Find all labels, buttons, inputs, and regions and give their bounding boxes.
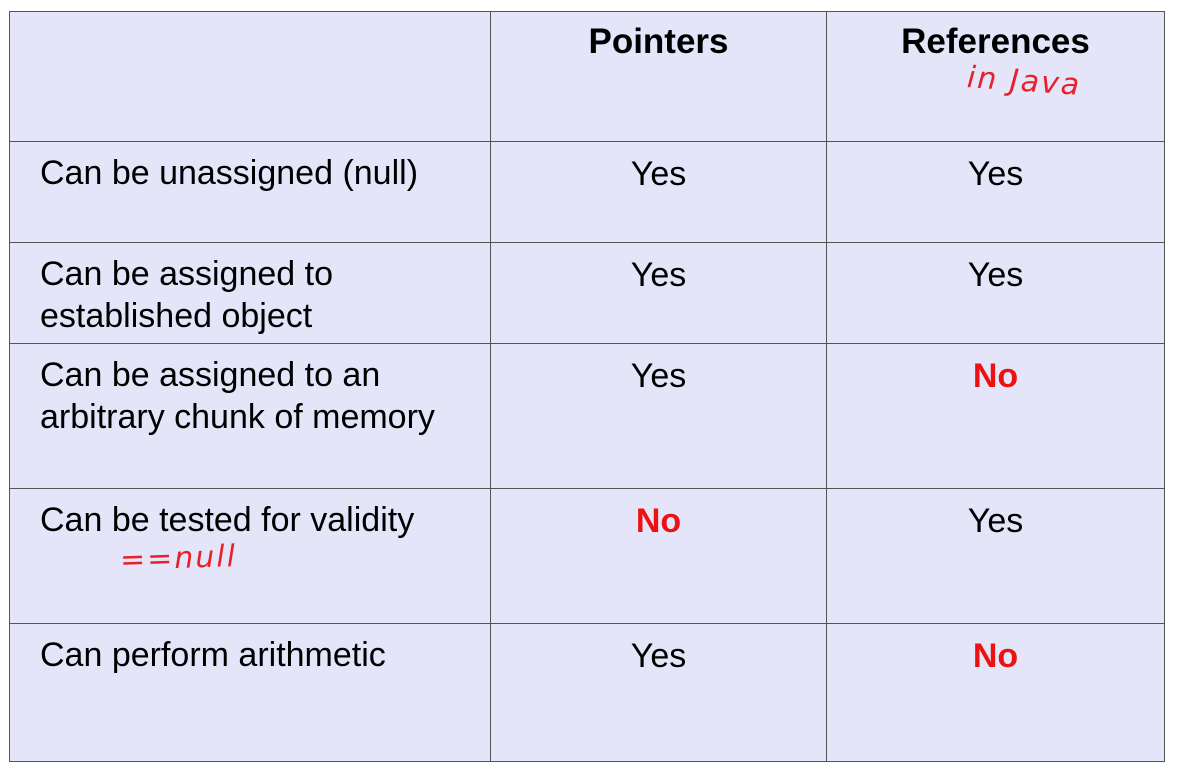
row-label: Can perform arithmetic (40, 636, 386, 674)
handwritten-annotation-null-check: ==null (119, 538, 238, 579)
pointers-value-cell (491, 142, 827, 243)
table-row (10, 624, 1165, 762)
header-pointers (491, 12, 827, 142)
pointers-value-negative: No (635, 502, 682, 540)
header-pointers-label: Pointers (588, 22, 729, 61)
row-label: Can be tested for validity (40, 501, 415, 539)
header-references (827, 12, 1165, 142)
pointers-value-cell (491, 243, 827, 344)
row-label: Can be assigned to established object (40, 255, 333, 335)
header-row (10, 12, 1165, 142)
row-label-cell (10, 243, 491, 344)
comparison-table (9, 11, 1165, 762)
references-value-cell (827, 624, 1165, 762)
table-row (10, 344, 1165, 489)
pointers-value-cell (491, 624, 827, 762)
row-label-cell (10, 489, 491, 624)
row-label-cell (10, 344, 491, 489)
table-row (10, 489, 1165, 624)
references-value-cell (827, 344, 1165, 489)
references-value: Yes (967, 502, 1024, 540)
row-label-cell (10, 624, 491, 762)
references-value-negative: No (972, 637, 1019, 675)
row-label: Can be unassigned (null) (40, 154, 419, 192)
references-value-cell (827, 243, 1165, 344)
references-value-cell (827, 142, 1165, 243)
handwritten-annotation-in-java: in Java (965, 60, 1083, 103)
references-value-cell (827, 489, 1165, 624)
row-label: Can be assigned to an arbitrary chunk of memory (40, 356, 435, 436)
references-value: Yes (967, 155, 1024, 193)
row-label-cell (10, 142, 491, 243)
pointers-value: Yes (630, 357, 687, 395)
references-value: Yes (967, 256, 1024, 294)
pointers-value: Yes (630, 155, 687, 193)
header-corner-cell (10, 12, 491, 142)
pointers-value: Yes (630, 637, 687, 675)
pointers-value: Yes (630, 256, 687, 294)
table-row (10, 243, 1165, 344)
pointers-value-cell (491, 344, 827, 489)
header-references-label: References (901, 22, 1090, 61)
references-value-negative: No (972, 357, 1019, 395)
table-row (10, 142, 1165, 243)
pointers-value-cell (491, 489, 827, 624)
